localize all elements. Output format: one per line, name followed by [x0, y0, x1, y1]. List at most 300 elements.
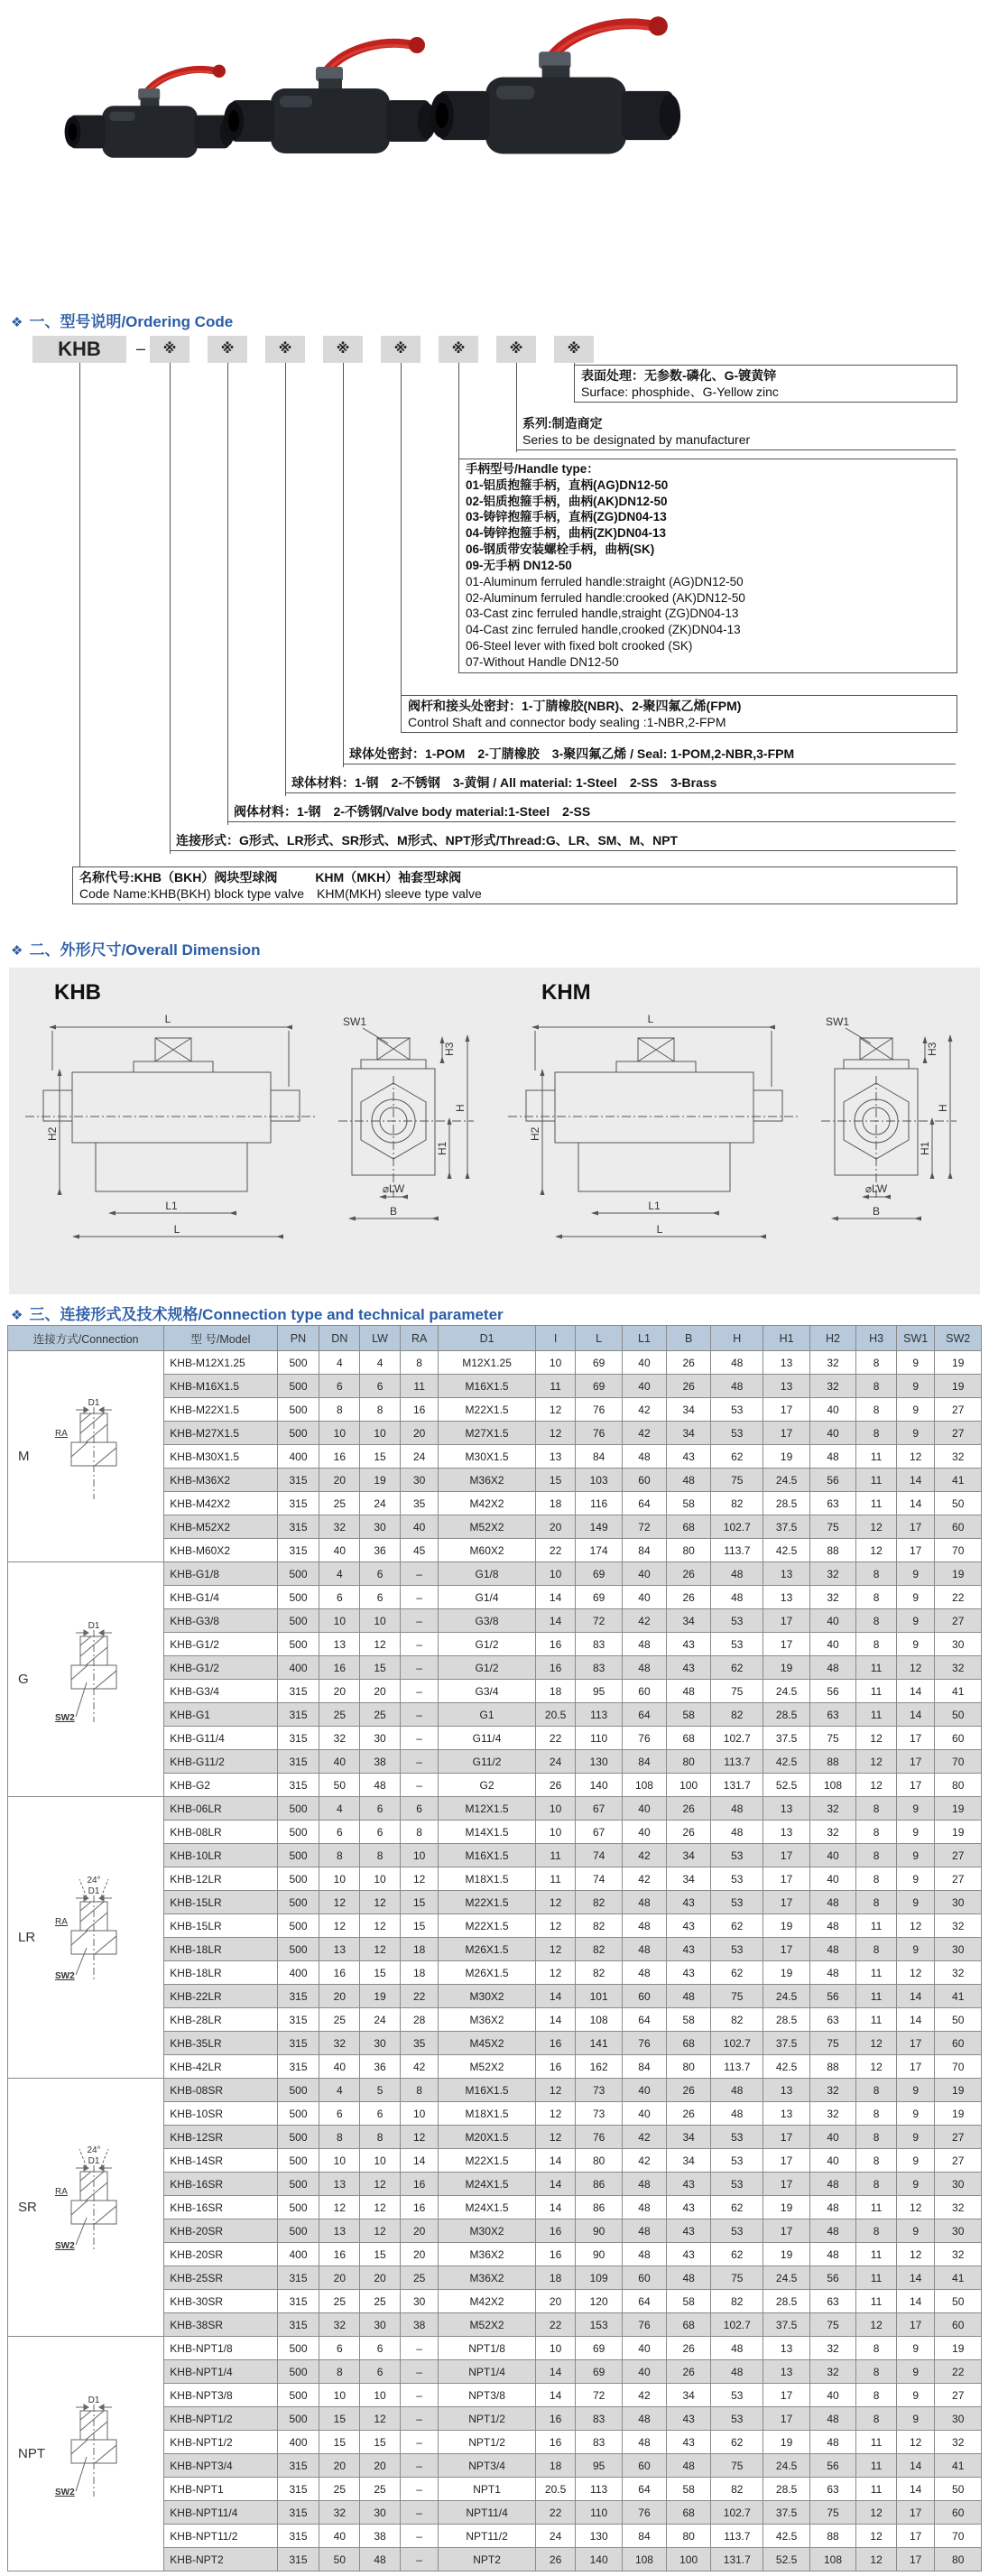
value-cell: 48 — [622, 1914, 666, 1938]
value-cell: 12 — [896, 1656, 934, 1680]
value-cell: 69 — [576, 2360, 622, 2384]
value-cell: 20 — [360, 1680, 401, 1703]
value-cell: 17 — [763, 2126, 809, 2149]
value-cell: 315 — [277, 2290, 319, 2313]
value-cell: 315 — [277, 2055, 319, 2079]
value-cell: 22 — [400, 1985, 438, 2008]
value-cell: 76 — [622, 2032, 666, 2055]
model-cell: KHB-15LR — [164, 1914, 277, 1938]
value-cell: 48 — [711, 2102, 763, 2126]
value-cell: 80 — [667, 1750, 711, 1774]
value-cell: 500 — [277, 2126, 319, 2149]
value-cell: 15 — [535, 1469, 576, 1492]
value-cell: 17 — [763, 2173, 809, 2196]
value-cell: 8 — [856, 2126, 897, 2149]
value-cell: 60 — [622, 2454, 666, 2478]
value-cell: 8 — [856, 1844, 897, 1867]
value-cell: NPT11/4 — [439, 2501, 535, 2525]
value-cell: – — [400, 1633, 438, 1656]
value-cell: 113.7 — [711, 1539, 763, 1562]
model-cell: KHB-NPT1 — [164, 2478, 277, 2501]
section3-heading — [11, 1302, 504, 1324]
value-cell: 15 — [360, 1961, 401, 1985]
value-cell: 68 — [667, 2313, 711, 2337]
value-cell: 15 — [400, 1891, 438, 1914]
value-cell: 90 — [576, 2219, 622, 2243]
value-cell: 48 — [667, 2266, 711, 2290]
svg-text:H3: H3 — [443, 1042, 456, 1056]
value-cell: 95 — [576, 2454, 622, 2478]
value-cell: 8 — [400, 1821, 438, 1844]
value-cell: 17 — [896, 1750, 934, 1774]
value-cell: 12 — [856, 1774, 897, 1797]
value-cell: 38 — [400, 2313, 438, 2337]
connection-group-label: LR — [18, 1930, 36, 1945]
value-cell: 70 — [935, 2055, 982, 2079]
annotation-line: 名称代号:KHB（BKH）阀块型球阀 KHM（MKH）袖套型球阀 — [79, 870, 462, 885]
value-cell: 149 — [576, 1515, 622, 1539]
value-cell: 43 — [667, 2243, 711, 2266]
value-cell: 18 — [535, 2266, 576, 2290]
value-cell: 32 — [319, 2313, 360, 2337]
value-cell: 62 — [711, 1914, 763, 1938]
value-cell: 20 — [319, 1469, 360, 1492]
value-cell: 6 — [360, 2360, 401, 2384]
connection-group-label: M — [18, 1449, 30, 1464]
value-cell: – — [400, 1586, 438, 1609]
value-cell: 82 — [576, 1938, 622, 1961]
value-cell: 4 — [319, 1797, 360, 1821]
value-cell: 67 — [576, 1797, 622, 1821]
value-cell: 131.7 — [711, 2548, 763, 2571]
value-cell: 75 — [711, 1469, 763, 1492]
value-cell: 11 — [856, 1985, 897, 2008]
value-cell: 13 — [763, 1586, 809, 1609]
section1-title: 一、型号说明/Ordering Code — [29, 313, 234, 330]
value-cell: 22 — [935, 2360, 982, 2384]
value-cell: 48 — [622, 2407, 666, 2431]
value-cell: 113.7 — [711, 2525, 763, 2548]
value-cell: 17 — [896, 1727, 934, 1750]
value-cell: 27 — [935, 1398, 982, 1422]
value-cell: 40 — [622, 1586, 666, 1609]
value-cell: 48 — [809, 2173, 855, 2196]
value-cell: 11 — [400, 1375, 438, 1398]
value-cell: 6 — [360, 2102, 401, 2126]
value-cell: 113 — [576, 2478, 622, 2501]
value-cell: 32 — [809, 1351, 855, 1375]
model-cell: KHB-G11/4 — [164, 1727, 277, 1750]
value-cell: 84 — [622, 2525, 666, 2548]
value-cell: 10 — [319, 1422, 360, 1445]
value-cell: 12 — [856, 1515, 897, 1539]
value-cell: 12 — [856, 1750, 897, 1774]
value-cell: 80 — [667, 2525, 711, 2548]
value-cell: M36X2 — [439, 1469, 535, 1492]
value-cell: 24 — [360, 2008, 401, 2032]
connection-group-label: NPT — [18, 2446, 45, 2461]
value-cell: 9 — [896, 1609, 934, 1633]
model-cell: KHB-M12X1.25 — [164, 1351, 277, 1375]
section1-heading — [11, 309, 233, 331]
table-row — [8, 1351, 982, 1375]
ordering-placeholder-box: ※ — [265, 336, 305, 363]
svg-text:L: L — [164, 1013, 171, 1025]
value-cell: 82 — [576, 1914, 622, 1938]
value-cell: 9 — [896, 1844, 934, 1867]
value-cell: 43 — [667, 1938, 711, 1961]
column-header-10: B — [667, 1326, 711, 1351]
annotation-series — [516, 413, 956, 450]
value-cell: M22X1.5 — [439, 1891, 535, 1914]
annotation-line: 04-铸锌抱箍手柄，曲柄(ZK)DN04-13 — [466, 526, 667, 541]
value-cell: M52X2 — [439, 2313, 535, 2337]
svg-text:SW2: SW2 — [55, 2240, 75, 2251]
value-cell: NPT1/4 — [439, 2360, 535, 2384]
ordering-placeholder-box: ※ — [439, 336, 478, 363]
value-cell: 500 — [277, 1914, 319, 1938]
value-cell: 8 — [319, 2126, 360, 2149]
value-cell: 62 — [711, 2243, 763, 2266]
value-cell: 13 — [319, 1938, 360, 1961]
value-cell: 74 — [576, 1844, 622, 1867]
khm-dimension-drawing — [501, 1004, 977, 1279]
value-cell: 315 — [277, 1703, 319, 1727]
value-cell: 11 — [535, 1375, 576, 1398]
value-cell: 120 — [576, 2290, 622, 2313]
connection-sketch-M — [52, 1393, 135, 1521]
model-cell: KHB-NPT11/2 — [164, 2525, 277, 2548]
value-cell: – — [400, 1703, 438, 1727]
table-header-row — [8, 1326, 982, 1351]
value-cell: 32 — [935, 1961, 982, 1985]
value-cell: – — [400, 2548, 438, 2571]
value-cell: 40 — [622, 2337, 666, 2360]
value-cell: 10 — [535, 2337, 576, 2360]
value-cell: 6 — [319, 1586, 360, 1609]
value-cell: 10 — [535, 1797, 576, 1821]
value-cell: G1/2 — [439, 1633, 535, 1656]
value-cell: 500 — [277, 1844, 319, 1867]
value-cell: 103 — [576, 1469, 622, 1492]
value-cell: – — [400, 2337, 438, 2360]
value-cell: 22 — [535, 1727, 576, 1750]
value-cell: 315 — [277, 2032, 319, 2055]
value-cell: 52.5 — [763, 1774, 809, 1797]
value-cell: 48 — [809, 2243, 855, 2266]
value-cell: 82 — [576, 1961, 622, 1985]
value-cell: 17 — [896, 2525, 934, 2548]
value-cell: 12 — [896, 1914, 934, 1938]
value-cell: M36X2 — [439, 2243, 535, 2266]
connector-line — [458, 363, 459, 459]
value-cell: 50 — [935, 2290, 982, 2313]
value-cell: M30X2 — [439, 1985, 535, 2008]
product-photo-ball-valves — [14, 5, 718, 199]
base-code-box: KHB — [32, 336, 126, 363]
model-cell: KHB-NPT3/4 — [164, 2454, 277, 2478]
model-cell: KHB-12LR — [164, 1867, 277, 1891]
value-cell: 32 — [809, 1375, 855, 1398]
value-cell: 22 — [535, 1539, 576, 1562]
value-cell: 17 — [763, 1891, 809, 1914]
value-cell: 17 — [896, 2501, 934, 2525]
value-cell: 13 — [763, 2360, 809, 2384]
value-cell: 25 — [400, 2266, 438, 2290]
value-cell: 56 — [809, 2454, 855, 2478]
value-cell: 30 — [935, 2407, 982, 2431]
value-cell: 68 — [667, 1727, 711, 1750]
value-cell: – — [400, 1609, 438, 1633]
value-cell: 6 — [319, 2102, 360, 2126]
value-cell: 500 — [277, 1398, 319, 1422]
svg-text:H2: H2 — [46, 1126, 59, 1141]
value-cell: 83 — [576, 1656, 622, 1680]
value-cell: 9 — [896, 1797, 934, 1821]
value-cell: 75 — [809, 2501, 855, 2525]
connection-group-M — [8, 1351, 164, 1562]
value-cell: 12 — [535, 1938, 576, 1961]
model-cell: KHB-12SR — [164, 2126, 277, 2149]
value-cell: 32 — [935, 1445, 982, 1469]
value-cell: 40 — [319, 2525, 360, 2548]
value-cell: 108 — [809, 2548, 855, 2571]
value-cell: 58 — [667, 2478, 711, 2501]
value-cell: 8 — [856, 2337, 897, 2360]
value-cell: NPT1/2 — [439, 2407, 535, 2431]
value-cell: 27 — [935, 2126, 982, 2149]
value-cell: 19 — [935, 1351, 982, 1375]
value-cell: 9 — [896, 2219, 934, 2243]
connector-line — [343, 363, 344, 767]
value-cell: 17 — [896, 2055, 934, 2079]
value-cell: 13 — [763, 2079, 809, 2102]
value-cell: 70 — [935, 1539, 982, 1562]
value-cell: 102.7 — [711, 2501, 763, 2525]
svg-text:H1: H1 — [436, 1141, 448, 1155]
value-cell: 75 — [711, 2266, 763, 2290]
value-cell: 50 — [319, 2548, 360, 2571]
value-cell: M22X1.5 — [439, 1914, 535, 1938]
value-cell: 72 — [576, 1609, 622, 1633]
value-cell: 10 — [319, 2384, 360, 2407]
model-cell: KHB-20SR — [164, 2243, 277, 2266]
value-cell: 43 — [667, 2173, 711, 2196]
value-cell: 12 — [400, 2126, 438, 2149]
value-cell: 26 — [535, 1774, 576, 1797]
value-cell: 8 — [400, 1351, 438, 1375]
value-cell: 48 — [809, 2219, 855, 2243]
value-cell: 130 — [576, 2525, 622, 2548]
value-cell: 315 — [277, 1985, 319, 2008]
value-cell: 11 — [856, 1961, 897, 1985]
value-cell: 20 — [319, 1680, 360, 1703]
value-cell: 16 — [535, 2055, 576, 2079]
value-cell: 32 — [809, 2102, 855, 2126]
value-cell: 24 — [535, 1750, 576, 1774]
value-cell: M18X1.5 — [439, 1867, 535, 1891]
value-cell: 48 — [809, 2196, 855, 2219]
value-cell: 8 — [856, 1562, 897, 1586]
value-cell: 37.5 — [763, 2032, 809, 2055]
column-header-8: L — [576, 1326, 622, 1351]
value-cell: 42 — [622, 2126, 666, 2149]
value-cell: 17 — [896, 2313, 934, 2337]
column-header-3: DN — [319, 1326, 360, 1351]
value-cell: 40 — [809, 1867, 855, 1891]
value-cell: 42.5 — [763, 1750, 809, 1774]
value-cell: 16 — [319, 1445, 360, 1469]
value-cell: 28.5 — [763, 2290, 809, 2313]
value-cell: 315 — [277, 2478, 319, 2501]
value-cell: 17 — [896, 2032, 934, 2055]
connection-group-LR — [8, 1797, 164, 2079]
value-cell: 88 — [809, 1539, 855, 1562]
value-cell: 25 — [319, 1703, 360, 1727]
value-cell: 315 — [277, 2454, 319, 2478]
value-cell: 37.5 — [763, 2313, 809, 2337]
value-cell: 8 — [856, 2219, 897, 2243]
column-header-15: SW1 — [896, 1326, 934, 1351]
value-cell: 9 — [896, 2337, 934, 2360]
value-cell: 73 — [576, 2079, 622, 2102]
value-cell: 4 — [319, 1562, 360, 1586]
value-cell: 42 — [622, 1844, 666, 1867]
model-cell: KHB-38SR — [164, 2313, 277, 2337]
value-cell: 24 — [400, 1445, 438, 1469]
value-cell: 17 — [763, 1844, 809, 1867]
value-cell: 10 — [360, 1609, 401, 1633]
value-cell: 14 — [896, 1469, 934, 1492]
value-cell: 25 — [360, 2478, 401, 2501]
value-cell: 20 — [535, 2290, 576, 2313]
value-cell: 500 — [277, 2196, 319, 2219]
value-cell: 16 — [400, 2196, 438, 2219]
svg-text:D1: D1 — [88, 1886, 100, 1896]
value-cell: 75 — [809, 1515, 855, 1539]
value-cell: 500 — [277, 1938, 319, 1961]
value-cell: 35 — [400, 1492, 438, 1515]
value-cell: 500 — [277, 1797, 319, 1821]
value-cell: 26 — [667, 1351, 711, 1375]
value-cell: 43 — [667, 1961, 711, 1985]
value-cell: 10 — [319, 1609, 360, 1633]
value-cell: 48 — [809, 1938, 855, 1961]
annotation-line: 系列:制造商定 — [522, 416, 603, 431]
value-cell: 110 — [576, 2501, 622, 2525]
value-cell: 26 — [667, 1797, 711, 1821]
value-cell: 48 — [711, 2337, 763, 2360]
value-cell: 11 — [856, 1492, 897, 1515]
value-cell: M22X1.5 — [439, 1398, 535, 1422]
annotation-handle-type — [458, 459, 957, 673]
model-cell: KHB-G11/2 — [164, 1750, 277, 1774]
value-cell: 25 — [319, 2008, 360, 2032]
value-cell: G3/8 — [439, 1609, 535, 1633]
value-cell: 30 — [360, 2032, 401, 2055]
value-cell: 6 — [319, 1375, 360, 1398]
value-cell: 43 — [667, 2407, 711, 2431]
value-cell: 32 — [809, 2360, 855, 2384]
value-cell: 4 — [319, 1351, 360, 1375]
value-cell: 102.7 — [711, 1727, 763, 1750]
value-cell: 10 — [360, 2384, 401, 2407]
value-cell: 22 — [935, 1586, 982, 1609]
value-cell: 11 — [535, 1867, 576, 1891]
value-cell: 53 — [711, 1867, 763, 1891]
value-cell: 19 — [763, 2196, 809, 2219]
value-cell: 63 — [809, 1492, 855, 1515]
value-cell: 12 — [535, 1891, 576, 1914]
value-cell: NPT1/2 — [439, 2431, 535, 2454]
value-cell: 53 — [711, 1422, 763, 1445]
value-cell: 101 — [576, 1985, 622, 2008]
value-cell: 48 — [711, 1562, 763, 1586]
value-cell: 19 — [935, 1797, 982, 1821]
value-cell: 14 — [896, 2266, 934, 2290]
value-cell: 27 — [935, 1609, 982, 1633]
value-cell: 32 — [809, 2079, 855, 2102]
value-cell: 75 — [711, 1985, 763, 2008]
value-cell: 48 — [711, 1375, 763, 1398]
value-cell: 500 — [277, 1562, 319, 1586]
value-cell: 40 — [809, 2149, 855, 2173]
value-cell: 43 — [667, 1445, 711, 1469]
value-cell: 14 — [896, 2478, 934, 2501]
value-cell: 14 — [535, 2384, 576, 2407]
svg-text:RA: RA — [55, 1916, 68, 1927]
value-cell: M20X1.5 — [439, 2126, 535, 2149]
value-cell: 140 — [576, 2548, 622, 2571]
svg-text:D1: D1 — [88, 1397, 100, 1408]
svg-text:SW1: SW1 — [343, 1015, 367, 1028]
value-cell: 11 — [535, 1844, 576, 1867]
value-cell: G2 — [439, 1774, 535, 1797]
value-cell: G1/8 — [439, 1562, 535, 1586]
value-cell: 40 — [622, 1375, 666, 1398]
value-cell: 42 — [622, 1398, 666, 1422]
value-cell: 15 — [360, 1445, 401, 1469]
value-cell: 18 — [400, 1961, 438, 1985]
value-cell: 83 — [576, 1633, 622, 1656]
value-cell: 16 — [535, 2407, 576, 2431]
value-cell: M22X1.5 — [439, 2149, 535, 2173]
value-cell: 30 — [935, 2173, 982, 2196]
annotation-line: 02-铝质抱箍手柄，曲柄(AK)DN12-50 — [466, 494, 668, 508]
value-cell: 17 — [896, 1539, 934, 1562]
value-cell: 69 — [576, 1375, 622, 1398]
model-cell: KHB-08LR — [164, 1821, 277, 1844]
value-cell: 50 — [319, 1774, 360, 1797]
value-cell: 38 — [360, 1750, 401, 1774]
value-cell: 20 — [319, 2454, 360, 2478]
value-cell: 27 — [935, 2384, 982, 2407]
value-cell: 48 — [711, 1351, 763, 1375]
value-cell: 19 — [763, 2243, 809, 2266]
value-cell: 17 — [763, 1398, 809, 1422]
value-cell: 8 — [856, 2079, 897, 2102]
connection-sketch-LR — [52, 1874, 135, 2002]
value-cell: 20 — [400, 1422, 438, 1445]
model-cell: KHB-M22X1.5 — [164, 1398, 277, 1422]
value-cell: 17 — [763, 1938, 809, 1961]
model-cell: KHB-42LR — [164, 2055, 277, 2079]
value-cell: 30 — [935, 2219, 982, 2243]
value-cell: 69 — [576, 1586, 622, 1609]
table-row — [8, 1562, 982, 1586]
ordering-placeholder-box: ※ — [554, 336, 594, 363]
value-cell: 130 — [576, 1750, 622, 1774]
